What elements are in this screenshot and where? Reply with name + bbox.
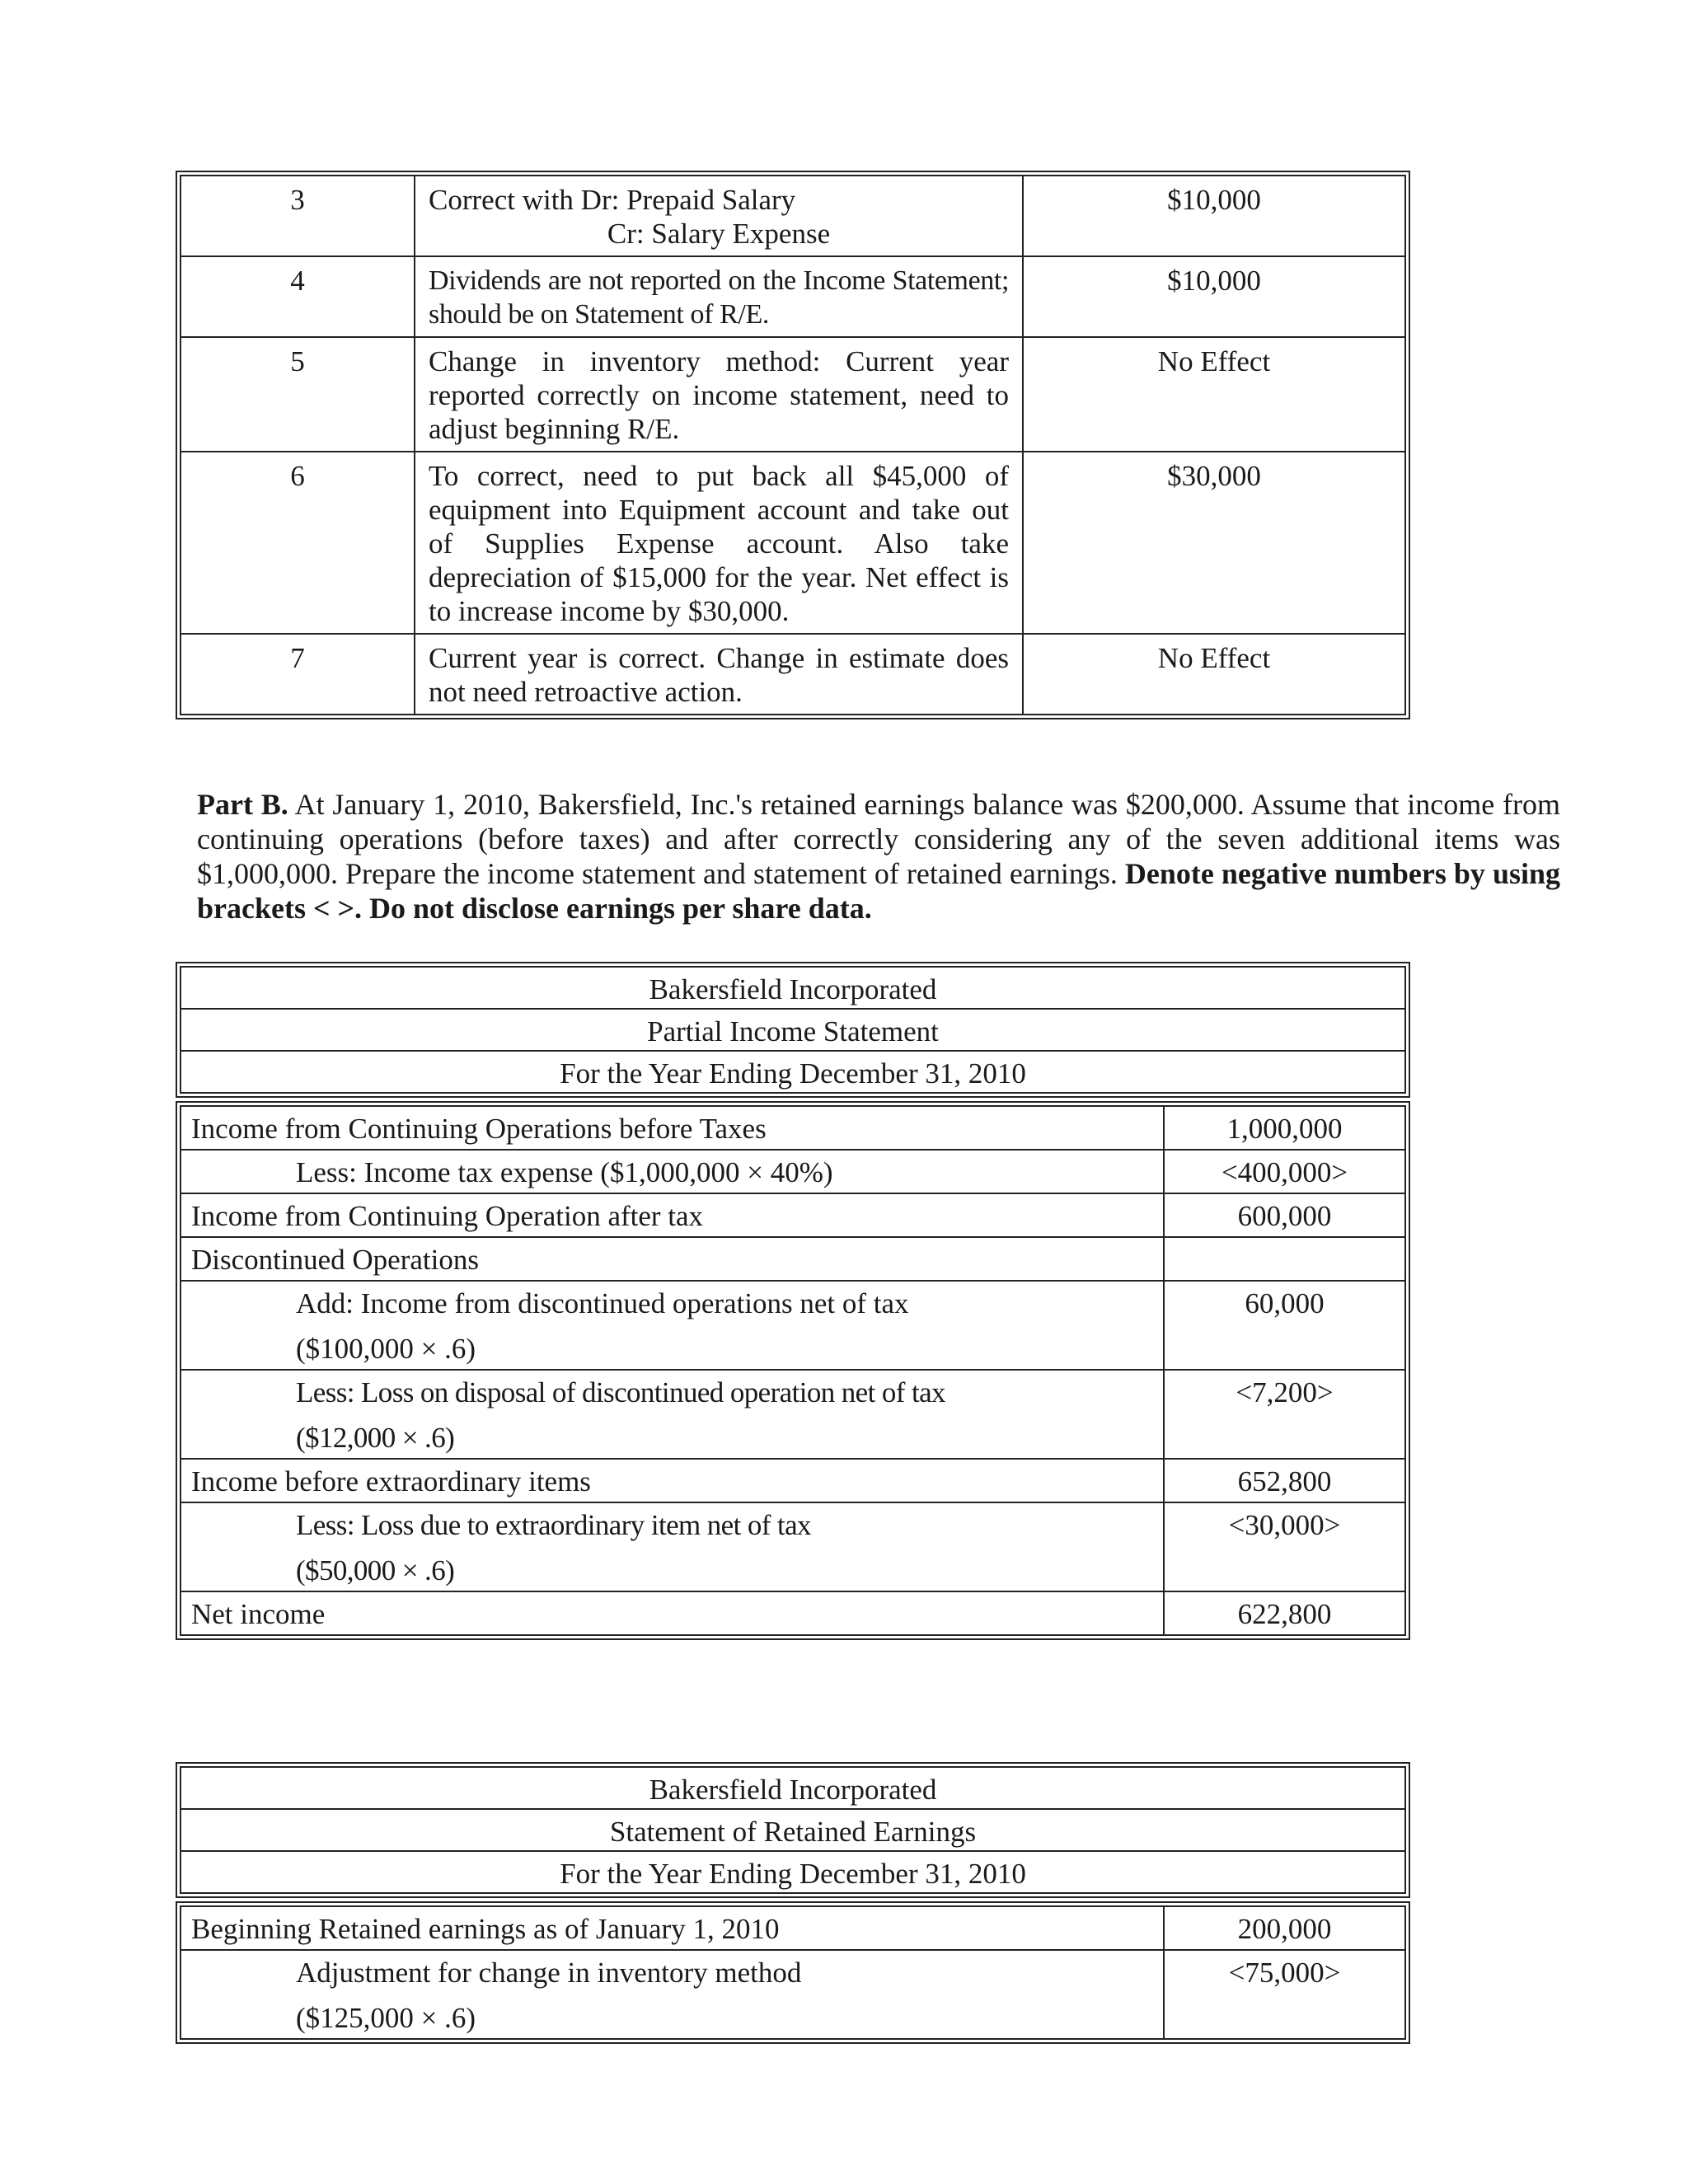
- item-number: 4: [181, 256, 415, 337]
- row-label-line: Adjustment for change in inventory method: [296, 1957, 802, 1989]
- row-label: Less: Income tax expense ($1,000,000 × 40%): [181, 1150, 1164, 1193]
- table-row: [181, 256, 1405, 337]
- row-label-calc: ($125,000 × .6): [296, 2002, 476, 2034]
- item-number: 7: [181, 634, 415, 715]
- row-value: <7,200>: [1164, 1370, 1405, 1459]
- row-label: Income from Continuing Operation after tax: [181, 1193, 1164, 1237]
- row-label: Discontinued Operations: [181, 1237, 1164, 1281]
- row-value: 600,000: [1164, 1193, 1405, 1237]
- table-row: [181, 1193, 1405, 1237]
- item-number: 3: [181, 176, 415, 256]
- row-label: [181, 1370, 1164, 1459]
- part-b-label: Part B.: [197, 788, 288, 821]
- statement-title: Partial Income Statement: [181, 1009, 1405, 1051]
- table-row: [181, 337, 1405, 452]
- item-description: [415, 176, 1023, 256]
- row-value: [1164, 1237, 1405, 1281]
- row-label: Net income: [181, 1591, 1164, 1635]
- corrections-table: [176, 171, 1410, 719]
- part-b-text: At January 1, 2010, Bakersfield, Inc.'s retained earnings balance was $200,000. Assume that income from continuing operations (before taxes) and after correctly considering any of the seven additional items was $1,000,000. Prepare the income statement and statement of retained earnings.: [197, 788, 1560, 890]
- description-line: Correct with Dr: Prepaid Salary: [429, 184, 796, 216]
- statement-period: For the Year Ending December 31, 2010: [181, 1051, 1405, 1093]
- item-amount: $10,000: [1023, 176, 1405, 256]
- row-label-line: Less: Loss due to extraordinary item net of tax: [296, 1509, 811, 1541]
- item-description: Dividends are not reported on the Income Statement; should be on Statement of R/E.: [415, 256, 1023, 337]
- statement-title: Statement of Retained Earnings: [181, 1809, 1405, 1851]
- table-row: [181, 176, 1405, 256]
- item-description: To correct, need to put back all $45,000 of equipment into Equipment account and take out of Supplies Expense account. Also take depreciation of $15,000 for the year. Net effect is to increase income by $30,000.: [415, 452, 1023, 634]
- table-row: [181, 1150, 1405, 1193]
- table-row: [181, 1237, 1405, 1281]
- item-number: 6: [181, 452, 415, 634]
- item-description: Current year is correct. Change in estimate does not need retroactive action.: [415, 634, 1023, 715]
- part-b-instructions: [197, 787, 1560, 926]
- statement-body: [176, 1101, 1410, 1640]
- table-row: [181, 1591, 1405, 1635]
- statement-header: [176, 962, 1410, 1098]
- row-value: 60,000: [1164, 1281, 1405, 1370]
- item-amount: $30,000: [1023, 452, 1405, 634]
- company-name: Bakersfield Incorporated: [181, 1767, 1405, 1809]
- table-row: [181, 1459, 1405, 1502]
- statement-period: For the Year Ending December 31, 2010: [181, 1851, 1405, 1893]
- row-label: [181, 1950, 1164, 2039]
- income-statement: [176, 962, 1410, 1640]
- row-value: <75,000>: [1164, 1950, 1405, 2039]
- table-row: [181, 1370, 1405, 1459]
- row-value: <400,000>: [1164, 1150, 1405, 1193]
- row-label: [181, 1502, 1164, 1591]
- row-label: Income from Continuing Operations before Taxes: [181, 1106, 1164, 1150]
- table-row: [181, 1106, 1405, 1150]
- row-label: [181, 1281, 1164, 1370]
- row-label-calc: ($50,000 × .6): [296, 1554, 455, 1586]
- item-amount: $10,000: [1023, 256, 1405, 337]
- row-label-calc: ($100,000 × .6): [296, 1333, 476, 1365]
- table-row: [181, 1281, 1405, 1370]
- row-label-line: Add: Income from discontinued operations net of tax: [296, 1287, 909, 1319]
- table-row: [181, 1950, 1405, 2039]
- row-value: 652,800: [1164, 1459, 1405, 1502]
- company-name: Bakersfield Incorporated: [181, 967, 1405, 1009]
- part-b-bold-text: Denote negative numbers by using brackets < >. Do not disclose earnings per share data.: [197, 857, 1560, 925]
- row-label-line: Less: Loss on disposal of discontinued operation net of tax: [296, 1376, 945, 1408]
- row-label: Income before extraordinary items: [181, 1459, 1164, 1502]
- row-value: 622,800: [1164, 1591, 1405, 1635]
- item-description: Change in inventory method: Current year reported correctly on income statement, need to adjust beginning R/E.: [415, 337, 1023, 452]
- table-row: [181, 634, 1405, 715]
- description-line: Cr: Salary Expense: [607, 218, 831, 250]
- retained-earnings-statement: [176, 1762, 1410, 2044]
- row-label: Beginning Retained earnings as of January 1, 2010: [181, 1906, 1164, 1950]
- item-number: 5: [181, 337, 415, 452]
- row-value: 1,000,000: [1164, 1106, 1405, 1150]
- table-row: [181, 1906, 1405, 1950]
- statement-body: [176, 1901, 1410, 2044]
- item-amount: No Effect: [1023, 337, 1405, 452]
- row-value: 200,000: [1164, 1906, 1405, 1950]
- item-amount: No Effect: [1023, 634, 1405, 715]
- row-value: <30,000>: [1164, 1502, 1405, 1591]
- table-row: [181, 1502, 1405, 1591]
- table-row: [181, 452, 1405, 634]
- row-label-calc: ($12,000 × .6): [296, 1422, 455, 1454]
- statement-header: [176, 1762, 1410, 1898]
